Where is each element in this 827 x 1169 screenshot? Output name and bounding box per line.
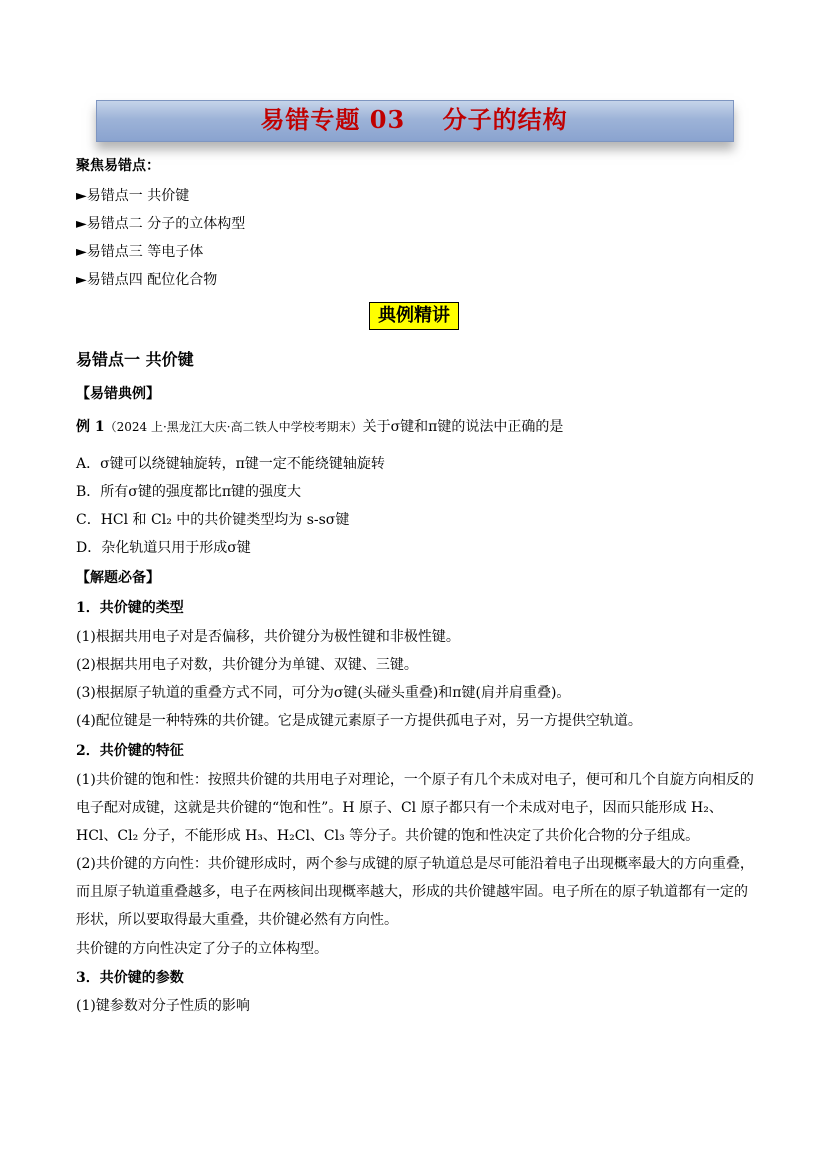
focus-item-3: ►易错点三 等电子体 — [76, 244, 204, 260]
s2-heading: 2．共价键的特征 — [76, 743, 184, 759]
focus-item-4: ►易错点四 配位化合物 — [76, 272, 218, 288]
example-tag: 【易错典例】 — [76, 386, 160, 402]
s3-heading: 3．共价键的参数 — [76, 970, 184, 986]
s2-paragraph-2: (2)共价键的方向性：共价键形成时，两个参与成键的原子轨道总是尽可能沿着电子出现概率最大的方向重叠，而且原子轨道重叠越多，电子在两核间出现概率越大，形成的共价键越牢固。电子所在的原子轨道都有一定的形状，所以要取得最大重叠，共价键必然有方向性。 — [76, 856, 754, 928]
s3-item-1: (1)键参数对分子性质的影响 — [76, 998, 250, 1014]
page-title: 易错专题 03 分子的结构 — [260, 105, 568, 134]
example-source: （2024 上·黑龙江大庆·高二铁人中学校考期末） — [104, 420, 363, 434]
s1-item-1: (1)根据共用电子对是否偏移，共价键分为极性键和非极性键。 — [76, 629, 460, 645]
s1-item-4: (4)配位键是一种特殊的共价键。它是成键元素原子一方提供孤电子对，另一方提供空轨道。 — [76, 713, 642, 729]
option-a: A．σ键可以绕键轴旋转，π键一定不能绕键轴旋转 — [76, 456, 385, 472]
s1-heading: 1．共价键的类型 — [76, 600, 184, 616]
option-c: C．HCl 和 Cl₂ 中的共价键类型均为 s-sσ键 — [76, 512, 350, 528]
s2-paragraph-1: (1)共价键的饱和性：按照共价键的共用电子对理论，一个原子有几个未成对电子，便可和几个自旋方向相反的电子配对成键，这就是共价键的“饱和性”。H 原子、Cl 原子都只有一个未成对电子，因而只能形成 H₂、HCl、Cl₂ 分子，不能形成 H₃、H₂Cl、Cl₃ 等分子。共价键的饱和性决定了共价化合物的分子组成。 — [76, 772, 754, 844]
option-d: D．杂化轨道只用于形成σ键 — [76, 540, 251, 556]
point1-heading: 易错点一 共价键 — [76, 350, 194, 369]
focus-item-1: ►易错点一 共价键 — [76, 188, 190, 204]
example-label: 例 1 — [76, 419, 105, 435]
solution-tag: 【解题必备】 — [76, 570, 160, 586]
s2-paragraph-3: 共价键的方向性决定了分子的立体构型。 — [76, 941, 328, 957]
focus-heading: 聚焦易错点： — [76, 158, 160, 174]
section-label: 典例精讲 — [369, 302, 459, 330]
example-question — [76, 418, 563, 436]
focus-item-2: ►易错点二 分子的立体构型 — [76, 216, 246, 232]
option-b: B．所有σ键的强度都比π键的强度大 — [76, 484, 302, 500]
s1-item-3: (3)根据原子轨道的重叠方式不同，可分为σ键(头碰头重叠)和π键(肩并肩重叠)。 — [76, 685, 571, 701]
s1-item-2: (2)根据共用电子对数，共价键分为单键、双键、三键。 — [76, 657, 418, 673]
example-question-text: 关于σ键和π键的说法中正确的是 — [362, 419, 564, 435]
